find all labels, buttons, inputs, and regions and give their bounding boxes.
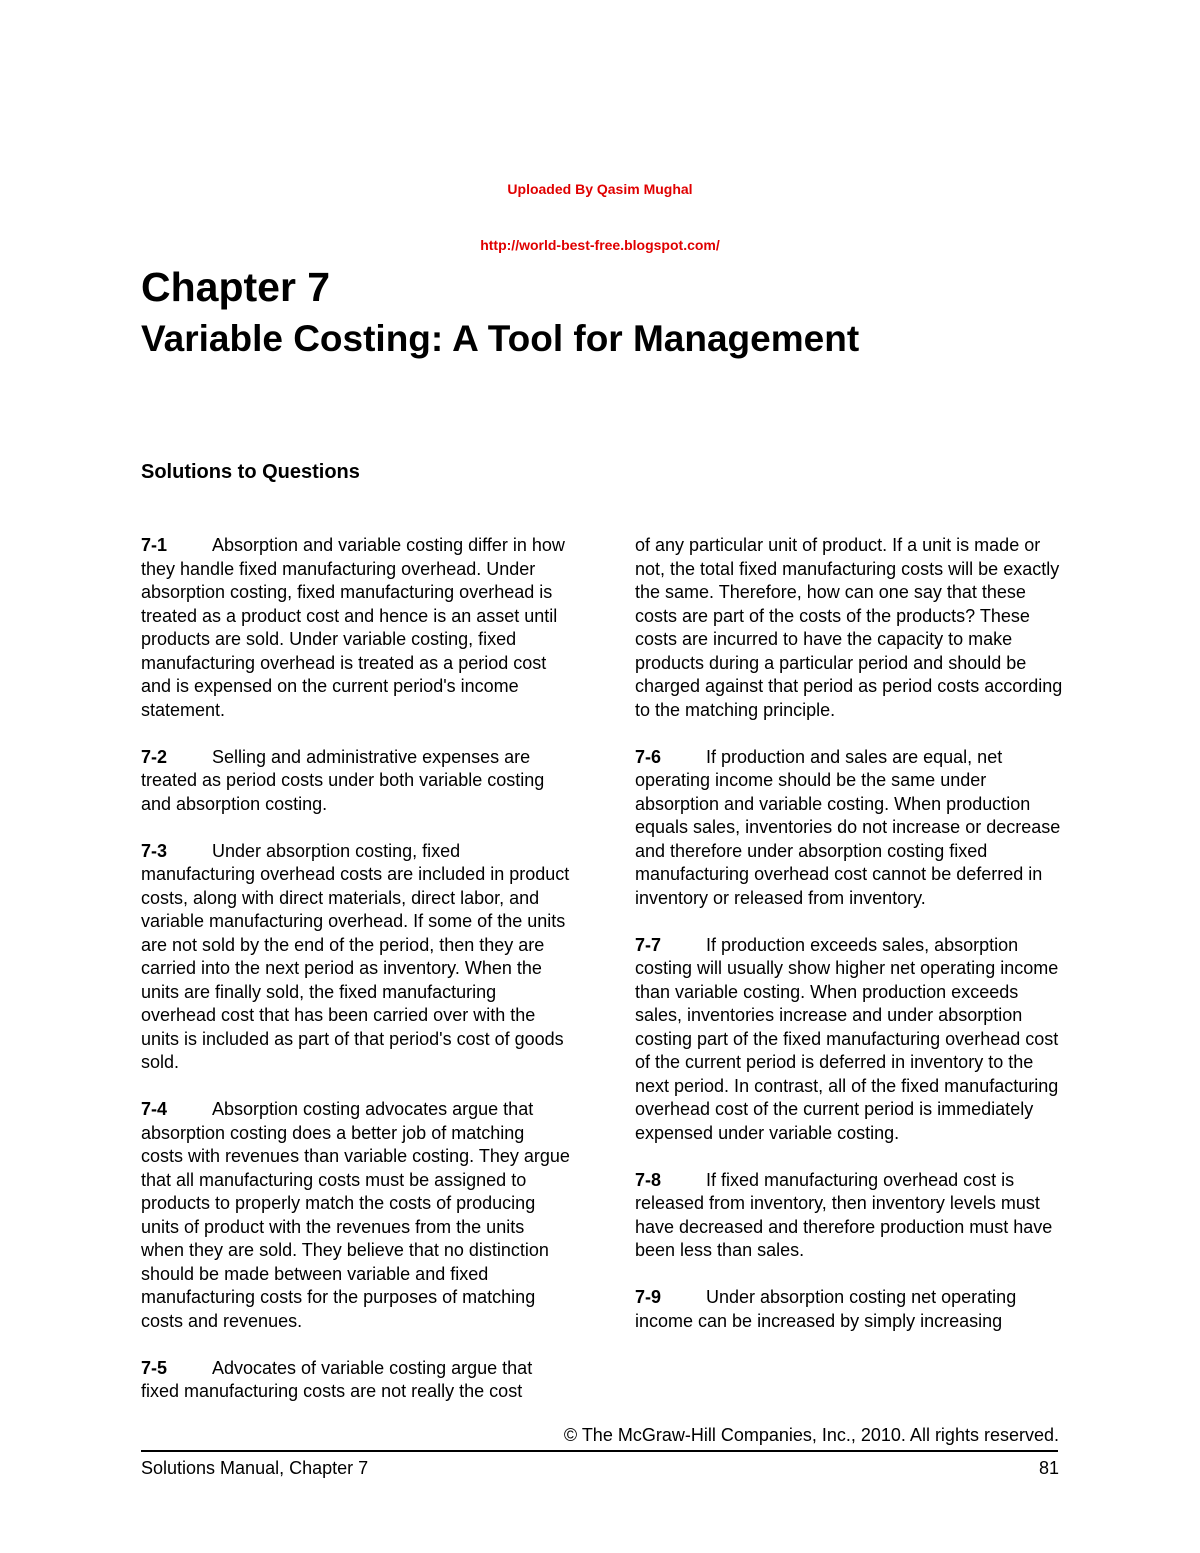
question-number: 7-4 (141, 1099, 168, 1119)
question-7-3 (141, 840, 571, 1075)
chapter-subtitle: Variable Costing: A Tool for Management (141, 318, 860, 359)
question-text: Under absorption costing net operating income can be increased by simply increasing (635, 1287, 1017, 1331)
question-7-8 (635, 1169, 1065, 1263)
question-text: Under absorption costing, fixed manufacturing overhead costs are included in product costs, along with direct materials, direct labor, and variable manufacturing overhead. If some of the units are not sold by the end of the period, then they are carried into the next period as inventory. When the units are finally sold, the fixed manufacturing overhead cost that has been carried over with the units is included as part of that period's cost of goods sold. (141, 840, 570, 1072)
uploaded-by-note: Uploaded By Qasim Mughal (507, 181, 693, 197)
question-7-4 (141, 1098, 571, 1333)
question-number: 7-2 (141, 746, 168, 767)
question-number: 7-6 (635, 746, 662, 767)
copyright-notice: © The McGraw-Hill Companies, Inc., 2010. All rights reserved. (563, 1425, 1059, 1445)
question-number: 7-7 (635, 934, 662, 955)
question-7-7 (635, 934, 1065, 1146)
question-number: 7-8 (635, 1169, 662, 1190)
question-text: Advocates of variable costing argue that fixed manufacturing costs are not really the cost (141, 1357, 533, 1401)
question-number: 7-3 (141, 840, 168, 861)
source-url[interactable]: http://world-best-free.blogspot.com/ (480, 237, 720, 253)
question-7-5-continued: of any particular unit of product. If a unit is made or not, the total fixed manufacturing costs will be exactly the same. Therefore, how can one say that these costs are part of the costs of the products? These costs are incurred to have the capacity to make products during a particular period and should be charged against that period as period costs according to the matching principle. (635, 535, 1063, 720)
question-text: Absorption costing advocates argue that absorption costing does a better job of matching costs with revenues than variable costing. They argue that all manufacturing costs must be assigned to products to properly match the costs of producing units of product with the revenues from the units when they are sold. They believe that no distinction should be made between variable and fixed manufacturing costs for the purposes of matching costs and revenues. (141, 1099, 570, 1331)
question-text: If fixed manufacturing overhead cost is released from inventory, then inventory levels must have decreased and therefore production must have been less than sales. (635, 1169, 1053, 1260)
question-text: If production exceeds sales, absorption costing will usually show higher net operating income than variable costing. When production exceeds sales, inventories increase and under absorption costing part of the fixed manufacturing overhead cost of the current period is deferred in inventory to the next period. In contrast, all of the fixed manufacturing overhead cost of the current period is immediately expensed under variable costing. (635, 934, 1059, 1143)
question-text: Selling and administrative expenses are treated as period costs under both variable costing and absorption costing. (141, 746, 545, 814)
question-7-1 (141, 534, 571, 722)
left-column (141, 534, 571, 1427)
page-number: 81 (1038, 1458, 1059, 1478)
footer-divider (141, 1450, 1058, 1452)
question-number: 7-9 (635, 1287, 662, 1307)
question-7-6 (635, 746, 1065, 911)
right-column (635, 534, 1065, 1357)
section-heading: Solutions to Questions (141, 461, 360, 483)
question-text: If production and sales are equal, net operating income should be the same under absorption and variable costing. When production equals sales, inventories do not increase or decrease and therefore under absorption costing fixed manufacturing overhead cost cannot be deferred in inventory or released from inventory. (635, 746, 1061, 908)
question-7-5 (141, 1357, 571, 1404)
question-number: 7-1 (141, 535, 168, 555)
question-number: 7-5 (141, 1357, 168, 1378)
question-7-2 (141, 746, 571, 817)
footer-manual-label: Solutions Manual, Chapter 7 (141, 1458, 369, 1478)
question-text: Absorption and variable costing differ in how they handle fixed manufacturing overhead. Under absorption costing, fixed manufacturing overhead is treated as a product cost and hence is an asset until products are sold. Under variable costing, fixed manufacturing overhead is treated as a period cost and is expensed on the current period's income statement. (141, 535, 565, 720)
chapter-title: Chapter 7 (141, 264, 331, 310)
question-7-9 (635, 1286, 1065, 1333)
